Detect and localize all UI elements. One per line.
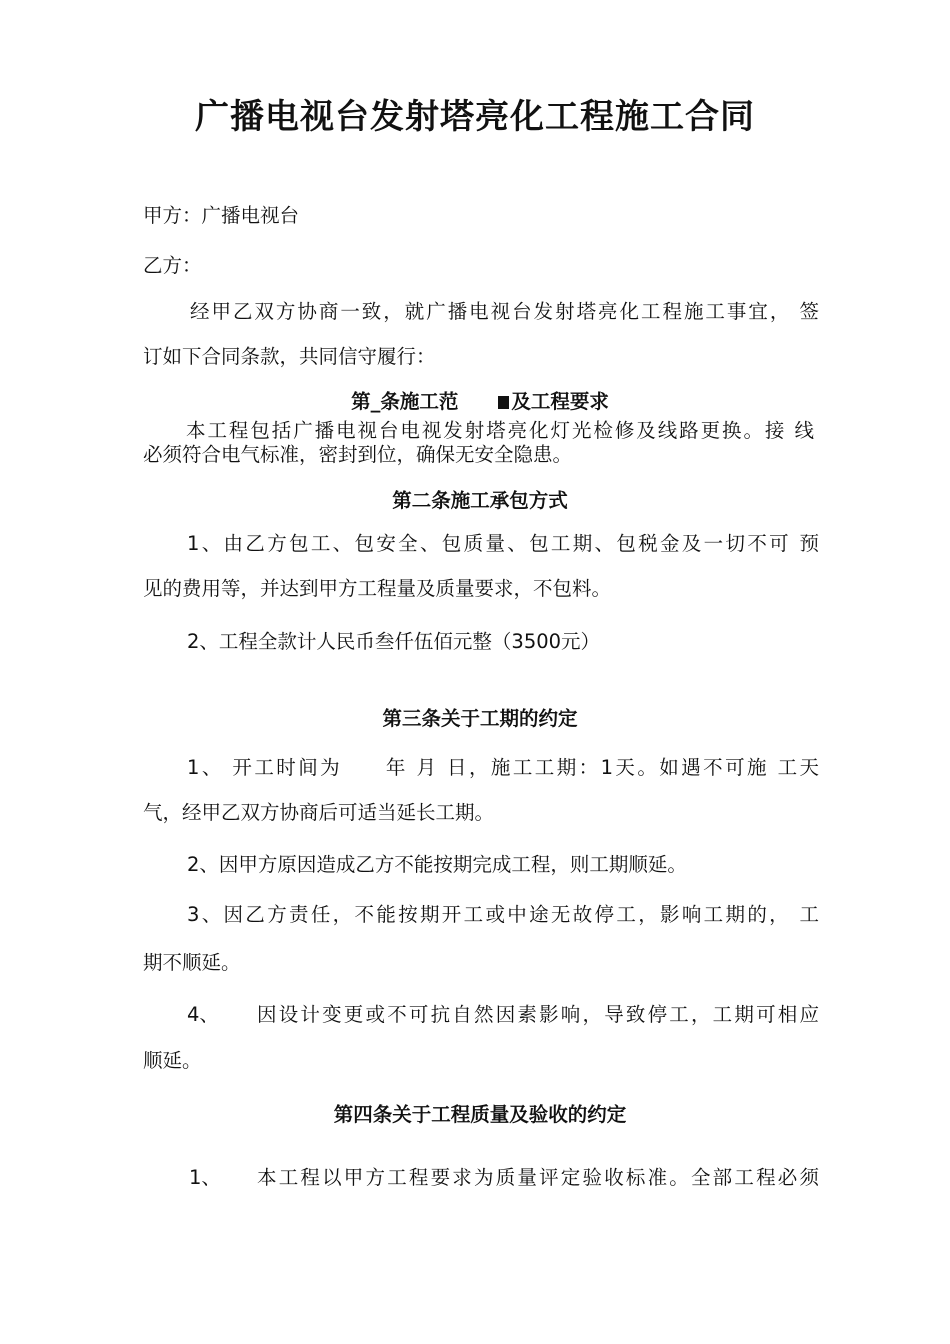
section-2-heading: 第二条施工承包方式 bbox=[392, 489, 568, 512]
section-4-heading: 第四条关于工程质量及验收的约定 bbox=[333, 1103, 627, 1126]
section-2-item-1-line-2: 见的费用等，并达到甲方工程量及质量要求，不包料。 bbox=[143, 577, 612, 600]
section-1-line-1: 本工程包括广播电视台电视发射塔亮化灯光检修及线路更换。接 线 bbox=[186, 419, 814, 442]
section-3-item-2: 2、因甲方原因造成乙方不能按期完成工程，则工期顺延。 bbox=[187, 853, 687, 876]
section-2-item-1-line-1: 1、由乙方包工、包安全、包质量、包工期、包税金及一切不可 预 bbox=[187, 532, 819, 555]
section-4-item-1-line-1: 本工程以甲方工程要求为质量评定验收标准。全部工程必须 bbox=[257, 1166, 819, 1189]
intro-line-1: 经甲乙双方协商一致，就广播电视台发射塔亮化工程施工事宜， 签 bbox=[190, 300, 819, 323]
document-title: 广播电视台发射塔亮化工程施工合同 bbox=[195, 97, 755, 137]
section-3-item-1-line-2: 气，经甲乙双方协商后可适当延长工期。 bbox=[143, 801, 495, 824]
section-3-item-1-line-1: 1、 开工时间为 年 月 日，施工工期：1天。如遇不可施 工天 bbox=[187, 756, 819, 779]
section-2-item-2: 2、工程全款计人民币叁仟伍佰元整（3500元） bbox=[187, 630, 601, 653]
party-a-line: 甲方：广播电视台 bbox=[143, 204, 300, 227]
intro-line-2: 订如下合同条款，共同信守履行： bbox=[143, 345, 436, 368]
redaction-square-icon bbox=[498, 396, 509, 409]
section-4-item-1-number: 1、 bbox=[189, 1166, 221, 1189]
section-1-heading bbox=[0, 387, 950, 417]
section-3-item-4-number: 4、 bbox=[187, 1003, 219, 1026]
section-1-line-2: 必须符合电气标准，密封到位，确保无安全隐患。 bbox=[143, 443, 573, 466]
section-3-item-4-line-2: 顺延。 bbox=[143, 1049, 202, 1072]
section-3-heading: 第三条关于工期的约定 bbox=[382, 707, 578, 730]
party-b-line: 乙方： bbox=[143, 254, 202, 277]
section-3-item-3-line-1: 3、因乙方责任，不能按期开工或中途无故停工，影响工期的， 工 bbox=[187, 903, 819, 926]
section-1-heading-part-a: 第_条施工范 bbox=[351, 390, 459, 413]
section-3-item-3-line-2: 期不顺延。 bbox=[143, 951, 241, 974]
section-3-item-4-line-1: 因设计变更或不可抗自然因素影响，导致停工，工期可相应 bbox=[257, 1003, 819, 1026]
section-1-heading-part-b: 及工程要求 bbox=[511, 390, 609, 413]
